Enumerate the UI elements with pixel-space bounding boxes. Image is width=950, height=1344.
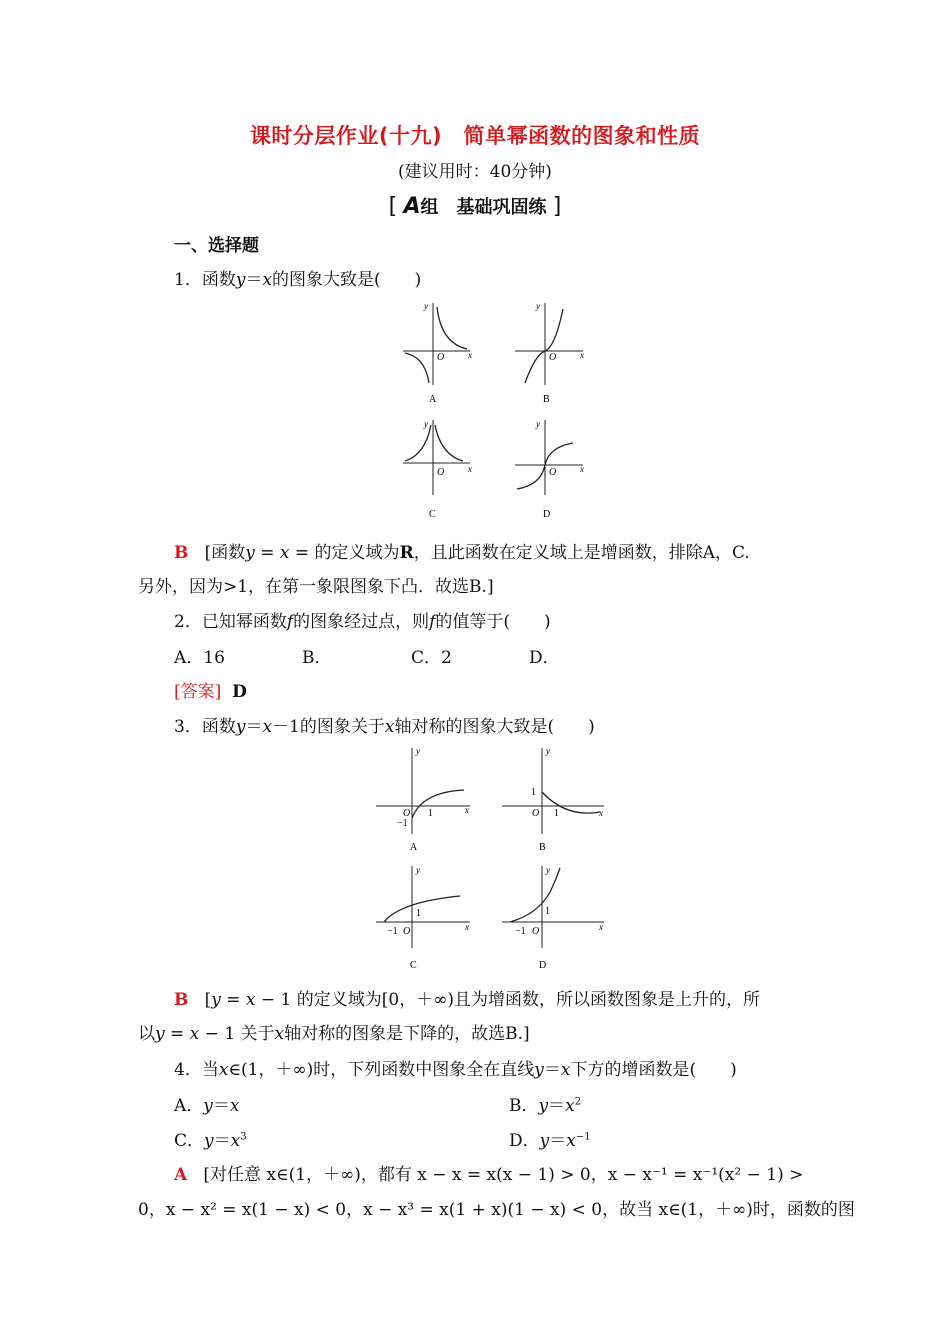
q1c-axis-x: x: [468, 464, 472, 474]
q1d-axis-y: y: [536, 419, 540, 429]
q3b-axis-y: y: [546, 746, 550, 756]
q1-label-a: A: [429, 394, 437, 405]
q3d-tick-neg-one: −1: [515, 926, 526, 937]
q3b-tick-one-x: 1: [554, 808, 559, 819]
q1c-origin: O: [437, 467, 445, 478]
section-heading: 一、选择题: [174, 236, 259, 256]
q3-explanation-line2: 以y = x − 1 关于x轴对称的图象是下降的，故选B.]: [138, 1024, 530, 1044]
q3d-axis-x: x: [599, 922, 603, 932]
q1-label-c: C: [429, 509, 436, 520]
q3b-tick-one-y: 1: [531, 787, 536, 798]
q1d-origin: O: [549, 467, 557, 478]
q1-graph-d: [515, 420, 583, 495]
q3-stem: 3．函数y＝x－1的图象关于x轴对称的图象大致是( ): [174, 717, 595, 737]
q3a-tick-one: 1: [428, 808, 433, 819]
q3c-origin: O: [403, 926, 411, 937]
q3d-axis-y: y: [546, 865, 550, 875]
q1-graph-c: [403, 420, 470, 495]
q3-figure: [370, 742, 610, 978]
q2-option-d: D．: [529, 648, 560, 668]
q3-label-a: A: [410, 842, 418, 853]
q1-explanation-line1: B [函数y = x = 的定义域为R，且此函数在定义域上是增函数，排除A，C.: [174, 543, 750, 563]
q1b-axis-y: y: [536, 301, 540, 311]
q3a-tick-neg-one: −1: [397, 818, 408, 829]
q1b-origin: O: [549, 352, 557, 363]
q1a-axis-x: x: [468, 350, 472, 360]
q1-explanation-line2: 另外，因为>1，在第一象限图象下凸．故选B.]: [138, 577, 494, 597]
q1-figure: [395, 295, 595, 529]
q1a-axis-y: y: [424, 301, 428, 311]
q4-answer: A: [174, 1165, 188, 1185]
q2-answer-line: [答案] D: [174, 682, 247, 702]
q1a-origin: O: [437, 352, 445, 363]
q3b-origin: O: [532, 808, 540, 819]
q2-answer: D: [232, 682, 247, 702]
group-name: 组 基础巩固练: [420, 197, 547, 218]
q1-label-b: B: [543, 394, 550, 405]
q2-stem: 2．已知幂函数f的图象经过点，则f的值等于( ): [174, 612, 551, 632]
q3c-axis-y: y: [416, 865, 420, 875]
q2-option-a: A．16: [174, 648, 225, 668]
q3-label-b: B: [539, 842, 546, 853]
q3-answer: B: [174, 990, 189, 1010]
q3c-axis-x: x: [465, 922, 469, 932]
q2-option-c: C．2: [411, 648, 452, 668]
q1-graph-b: [515, 303, 583, 385]
q1b-axis-x: x: [580, 350, 584, 360]
page-title: 课时分层作业(十九) 简单幂函数的图象和性质: [249, 124, 701, 148]
q4-option-b: B．$y=x^2$: [509, 1096, 582, 1116]
q3c-tick-one: 1: [416, 908, 421, 919]
q3-explanation-line1: B [y = x − 1 的定义域为[0，＋∞)且为增函数，所以函数图象是上升的，所: [174, 990, 761, 1010]
q3d-origin: O: [532, 926, 540, 937]
q3-label-c: C: [410, 960, 417, 971]
bracket-right: ]: [552, 194, 562, 219]
q3-label-d: D: [539, 960, 547, 971]
q4-explanation-line1: A [对任意 x∈(1，＋∞)，都有 x − x = x(x − 1) > 0，x − x⁻¹ = x⁻¹(x² − 1) >: [174, 1165, 804, 1185]
q3a-axis-x: x: [465, 805, 469, 815]
q3c-tick-neg-one: −1: [387, 926, 398, 937]
q1-label-d: D: [543, 509, 551, 520]
q4-explanation-line2: 0，x − x² = x(1 − x) < 0，x − x³ = x(1 + x)(1 − x) < 0，故当 x∈(1，＋∞)时，函数的图: [138, 1200, 855, 1220]
group-letter: A: [403, 194, 421, 219]
q1-graph-a: [403, 303, 470, 385]
q1c-axis-y: y: [424, 419, 428, 429]
q1-answer: B: [174, 543, 189, 563]
q1d-axis-x: x: [580, 464, 584, 474]
q4-option-c: C．$y=x^3$: [174, 1131, 247, 1151]
bracket-left: [: [388, 194, 398, 219]
q3d-tick-one: 1: [545, 906, 550, 917]
q3-graph-a: [376, 748, 470, 834]
q4-stem: 4．当x∈(1，＋∞)时，下列函数中图象全在直线y＝x下方的增函数是( ): [174, 1060, 737, 1080]
q4-option-d: D．$y=x^{-1}$: [509, 1131, 591, 1151]
q3a-origin: O: [403, 808, 411, 819]
q4-option-a: A．y＝x: [174, 1096, 240, 1116]
suggested-time: (建议用时：40分钟): [398, 162, 552, 182]
q1-stem: 1．函数y＝x的图象大致是( ): [174, 270, 422, 290]
q3b-axis-x: x: [599, 808, 603, 818]
q2-option-b: B．: [302, 648, 332, 668]
q3-graph-b: [502, 748, 604, 834]
q3a-axis-y: y: [416, 746, 420, 756]
group-heading: [0, 193, 950, 219]
